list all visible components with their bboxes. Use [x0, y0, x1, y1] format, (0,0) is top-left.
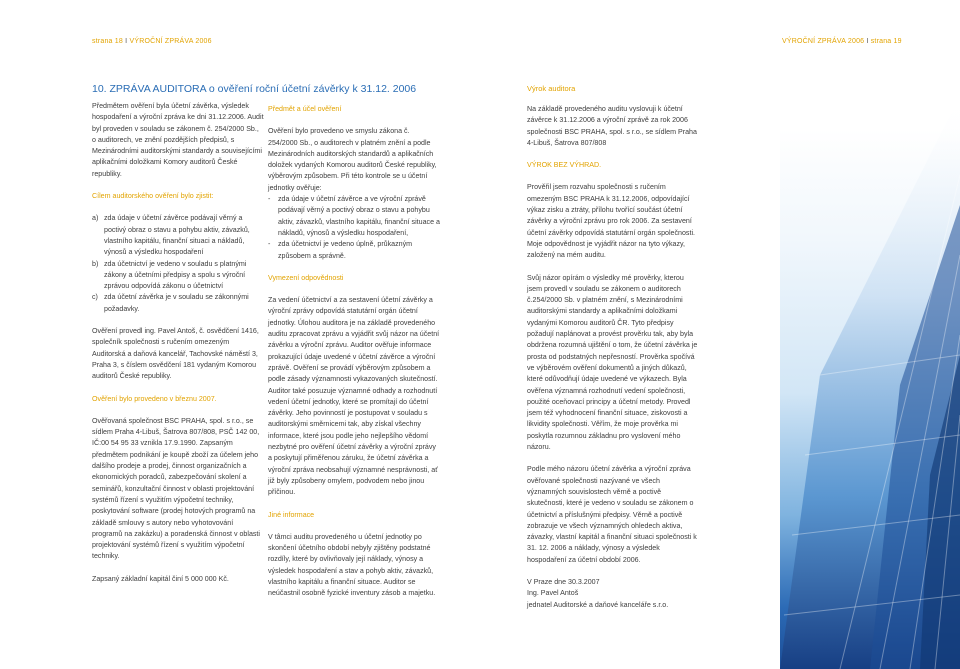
capital-paragraph: Zapsaný základní kapitál činí 5 000 000 Kč. — [92, 574, 229, 583]
opinion-paragraph: Podle mého názoru účetní závěrka a výroční zpráva ověřované společnosti nazývané ve všech významných souvislostech věrně a poctivě skutečnosti, které je vedeno v souladu se zákonem o účetnictví a příslušnými předpisy. Věrně a poctivě zobrazuje ve všech významných ohledech aktiva, závazky, vlastní kapitál a finanční situaci společnosti k 31. 12. 2006 a náklady, výnosy a výsledek hospodaření za účetní období 2006. — [527, 465, 697, 564]
intro-paragraph: Předmětem ověření byla účetní závěrka, výsledek hospodaření a výroční zpráva ke dni 31.12.2006. Audit byl proveden v souladu se zákonem č. 254/2000 Sb., o auditorech, ve znění pozdějších předpisů, s Mezinárodními auditorskými standardy a souvisejícími aplikačními doložkami Komory auditorů České republiky. — [92, 102, 264, 178]
column-left — [92, 101, 264, 585]
column-right — [527, 104, 699, 611]
responsibility-paragraph: Za vedení účetnictví a za sestavení účetní závěrky a výroční zprávy odpovídá statutární orgán účetní jednotky. Úlohou auditora je na základě provedeného auditu zpracovat zprávu a vyjádřit svůj názor na účetní závěrku a výroční zprávu. Auditor ověřuje informace prokazující údaje uvedené v účetní závěrce a výroční zprávě. Ověření se provádí výběrovým způsobem a podle zásady významnosti vykazovaných skutečností. Auditor také posuzuje významné odhady a rozhodnutí vedení účetní jednotky, které se promítají do účetní závěrky. Jeho povinností je postupovat v souladu s auditorskými směrnicemi tak, aby získal všechny informace, které jsou podle jeho nejlepšího vědomí nezbytné pro ověření účetní závěrky a výroční zprávy a poskytují přiměřenou záruku, že účetní závěrka a výroční zpráva neobsahují významné nesprávnosti, ať již byly způsobeny omylem, podvodem nebo jinou příčinou. — [268, 296, 440, 497]
basis-paragraph: Svůj názor opírám o výsledky mé prověrky, kterou jsem provedl v souladu se zákonem o auditorech č.254/2000 Sb. v platném znění, s Mezinárodními auditorskými standardy a aplikačními doložkami vydanými Komorou auditorů ČR. Tyto předpisy požadují naplánovat a provést prověrku tak, aby byla obdržena rozumná ujištění o tom, že účetní závěrka je prosta od podstatných nepřesností. Prověrka spočívá ve výběrovém ověření dokumentů a jiných důkazů, které odůvodňují údaje uvedené ve výkazech. Byla ověřena významná rozhodnutí vedení společnosti, použité oceňovací principy a účetní metody. Provedl jsem též vyhodnocení finanční situace, ziskovosti a likvidity společnosti. Věřím, že moje prověrka mi poskytla rozumnou základnu pro vyslovení mého názoru. — [527, 273, 698, 452]
list-item: c) zda účetní závěrka je v souladu se zákonnými požadavky. — [92, 293, 249, 313]
header-separator: I — [866, 38, 869, 45]
section-heading: Výrok auditora — [527, 84, 576, 93]
place-date: V Praze dne 30.3.2007 — [527, 577, 600, 586]
date-heading: Ověření bylo provedeno v březnu 2007. — [92, 394, 217, 403]
verdict-heading: VÝROK BEZ VÝHRAD. — [527, 161, 602, 170]
list-item: a) zda údaje v účetní závěrce podávají věrný a poctivý obraz o stavu a pohybu aktiv, závazků, vlastního kapitálu, finanční situaci a nákladů, výnosů a výsledku hospodaření — [92, 214, 250, 257]
scope-paragraph: Prověřil jsem rozvahu společnosti s ručením omezeným BSC PRAHA k 31.12.2006, odpovídající výkaz zisku a ztráty, přílohu tvořící součást účetní závěrky a výroční zprávu pro rok 2006. Za sestavení účetní závěrky odpovídá statutární orgán společnosti. Moje odpovědnost je vyjádřit názor na tyto výkazy, založený na mém auditu. — [527, 183, 695, 260]
findings-heading: Cílem auditorského ověření bylo zjistit: — [92, 192, 214, 201]
subject-paragraph: Ověření bylo provedeno ve smyslu zákona č. 254/2000 Sb., o auditorech v platném znění a podle Mezinárodních auditorských standardů a aplikačních doložek vydaných Komorou auditorů České republiky, výběrovým způsobem. Při této kontrole se u účetní jednotky ověřuje: — [268, 127, 437, 192]
page-title: 10. ZPRÁVA AUDITORA o ověření roční účetní závěrky k 31.12. 2006 — [92, 83, 417, 95]
other-info-heading: Jiné informace — [268, 510, 315, 519]
report-title-left: VÝROČNÍ ZPRÁVA 2006 — [129, 38, 212, 45]
report-title-right: VÝROČNÍ ZPRÁVA 2006 — [782, 38, 865, 45]
header-left — [92, 38, 212, 45]
header-separator: I — [125, 38, 128, 45]
column-middle — [268, 104, 440, 600]
page-number-right: strana 19 — [870, 38, 902, 45]
verifier-paragraph: Ověření provedl ing. Pavel Antoš, č. osvědčení 1416, společník společnosti s ručením omezeným Auditorská a daňová kancelář, Tachovské náměstí 3, Praha 3, s číslem osvědčení 181 vydaným Komorou auditorů České republiky. — [92, 327, 259, 381]
list-item: - zda údaje v účetní závěrce a ve výroční zprávě podávají věrný a poctivý obraz o stavu a pohybu aktiv, závazků, vlastního kapitálu, finanční situace a nákladů, výnosů a výsledku hospodaření, — [268, 195, 440, 237]
header-right — [782, 38, 902, 45]
responsibility-heading: Vymezení odpovědnosti — [268, 273, 344, 282]
page-number-left: strana 18 — [92, 38, 123, 45]
subject-heading: Předmět a účel ověření — [268, 105, 342, 113]
company-paragraph: Ověřovaná společnost BSC PRAHA, spol. s r.o., se sídlem Praha 4-Libuš, Šatrova 807/808, PSČ 142 00, IČ:00 54 95 33 vznikla 17.9.1990. Zapsaným předmětem podnikání je koupě zboží za účelem jeho dalšího prodeje a prodej, činnost organizačních a ekonomických poradců, zabezpečování skolení a seminářů, konzultační činnost v oblasti projektování systémů řízení s využitím výpočetní techniky, poskytování software (prodej hotových programů na základě smlouvy s autory nebo vyhotovování programů na zakázku) a poradenská činnost v oblasti projektování systémů řízení s využitím výpočetní techniky. — [92, 416, 260, 561]
list-item: b) zda účetnictví je vedeno v souladu s platnými zákony a účetními předpisy a spolu s výroční zprávou odpovídá zákonu o účetnictví — [92, 259, 247, 291]
opinion-intro: Na základě provedeného auditu vyslovuji k účetní závěrce k 31.12.2006 a výroční zprávě za rok 2006 společnosti BSC PRAHA, spol. s r.o., se sídlem Praha 4-Libuš, Šatrova 807/808 — [527, 105, 697, 147]
list-item: - zda účetnictví je vedeno úplně, průkazným způsobem a správně. — [268, 240, 413, 260]
glass-facade-image — [780, 55, 960, 669]
signer-firm: jednatel Auditorské a daňové kanceláře s.r.o. — [527, 600, 669, 609]
building-photo — [780, 55, 960, 669]
other-info-paragraph: V tâmci auditu provedeného u účetní jednotky po skončení účetního období nebyly zjištěny podstatné rozdíly, které by ovlivňovaly její náklady, výnosy a výsledek hospodaření a stav a pohyb aktiv, závazků, vlastního kapitálu a finanční situace. Auditor se neúčastnil osobně fyzické inventury zásob a majetku. — [268, 532, 436, 598]
signer-name: Ing. Pavel Antoš — [527, 589, 579, 598]
